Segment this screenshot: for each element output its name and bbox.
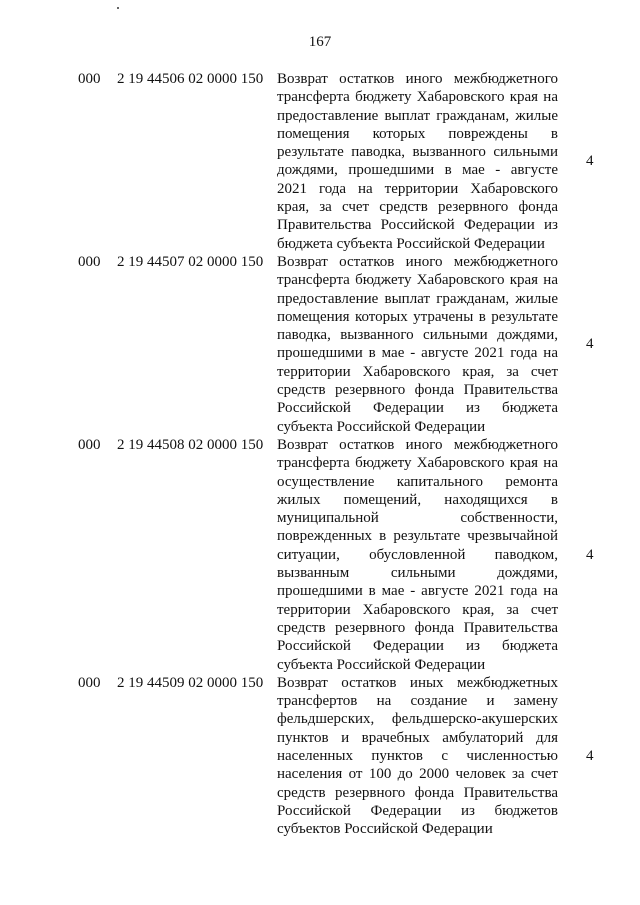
revenue-name: Возврат остатков иного межбюджетного трансферта бюджету Хабаровского края на осуществление капитального ремонта жилых помещений, находящихся в муниципальной собственности, поврежденных в результате чрезвычайной ситуации, обусловленной паводком, вызванным сильными дождями, прошедшими в мае - августе 2021 года на территории Хабаровского края, за счет средств резервного фонда Правительства Российской Федерации из бюджета субъекта Российской Федерации	[277, 436, 558, 673]
amount: 4	[586, 153, 594, 170]
budget-classification-code: 2 19 44508 02 0000 150	[117, 436, 264, 453]
table-row	[0, 674, 640, 839]
budget-classification-code: 2 19 44506 02 0000 150	[117, 71, 264, 87]
table-row	[0, 436, 640, 674]
amount: 4	[586, 546, 594, 563]
page-number: 167	[308, 34, 332, 50]
amount: 4	[586, 336, 594, 353]
budget-classification-code: 2 19 44507 02 0000 150	[117, 253, 264, 270]
table-row	[0, 253, 640, 436]
admin-code: 000	[78, 253, 101, 270]
revenue-table	[0, 70, 640, 838]
amount: 4	[586, 748, 594, 765]
revenue-name: Возврат остатков иного межбюджетного трансферта бюджету Хабаровского края на предоставление выплат гражданам, жилые помещения которых повреждены в результате паводка, вызванного сильными дождями, прошедшими в мае - августе 2021 года на территории Хабаровского края, за счет средств резервного фонда Правительства Российской Федерации из бюджета субъекта Российской Федерации	[277, 71, 558, 252]
revenue-name: Возврат остатков иного межбюджетного трансферта бюджету Хабаровского края на предоставление выплат гражданам, жилые помещения которых утрачены в результате паводка, вызванного сильными дождями, прошедшими в мае - августе 2021 года на территории Хабаровского края, за счет средств резервного фонда Правительства Российской Федерации из бюджета субъекта Российской Федерации	[277, 253, 558, 435]
revenue-name: Возврат остатков иных межбюджетных трансфертов на создание и замену фельдшерских, фельдшерско-акушерских пунктов и врачебных амбулаторий для населенных пунктов с численностью населения от 100 до 2000 человек за счет средств резервного фонда Правительства Российской Федерации из бюджетов субъектов Российской Федерации	[277, 674, 558, 838]
admin-code: 000	[78, 71, 101, 87]
admin-code: 000	[78, 674, 101, 691]
scan-speck	[117, 7, 119, 9]
admin-code: 000	[78, 436, 101, 453]
budget-classification-code: 2 19 44509 02 0000 150	[117, 674, 264, 691]
table-row	[0, 70, 640, 253]
